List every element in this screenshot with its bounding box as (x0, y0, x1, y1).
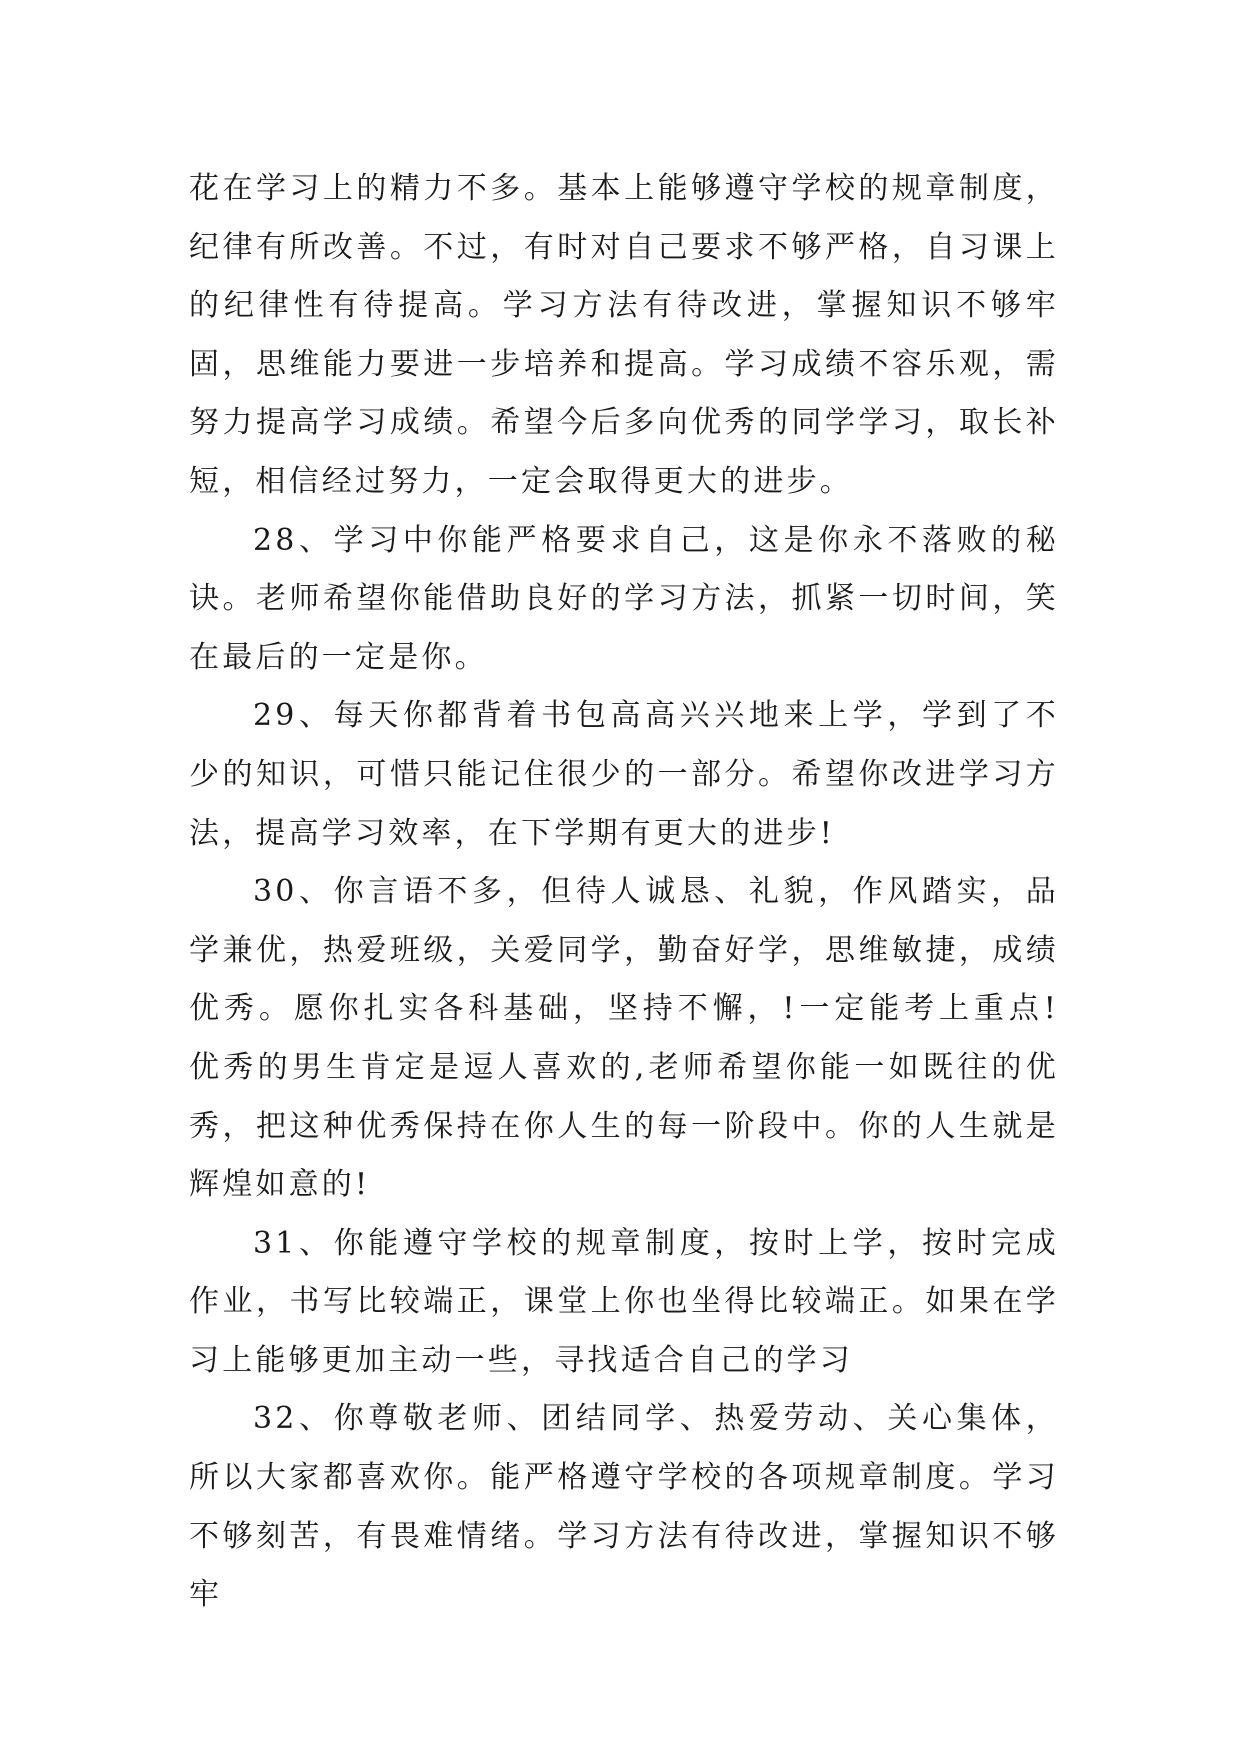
paragraph-30: 30、你言语不多，但待人诚恳、礼貌，作风踏实，品学兼优，热爱班级，关爱同学，勤奋好学，思维敏捷，成绩优秀。愿你扎实各科基础，坚持不懈，!一定能考上重点! 优秀的男生肯定是逗人喜欢的,老师希望你能一如既往的优秀，把这种优秀保持在你人生的每一阶段中。你的人生就是辉煌如意的! (189, 874, 1059, 1203)
paragraph-continued: 花在学习上的精力不多。基本上能够遵守学校的规章制度，纪律有所改善。不过，有时对自己要求不够严格，自习课上的纪律性有待提高。学习方法有待改进，掌握知识不够牢固，思维能力要进一步培养和提高。学习成绩不容乐观，需努力提高学习成绩。希望今后多向优秀的同学学习，取长补短，相信经过努力，一定会取得更大的进步。 (189, 171, 1059, 499)
paragraph-31: 31、你能遵守学校的规章制度，按时上学，按时完成作业，书写比较端正，课堂上你也坐得比较端正。如果在学习上能够更加主动一些，寻找适合自己的学习 (189, 1225, 1059, 1378)
paragraph-32: 32、你尊敬老师、团结同学、热爱劳动、关心集体，所以大家都喜欢你。能严格遵守学校的各项规章制度。学习不够刻苦，有畏难情绪。学习方法有待改进，掌握知识不够牢 (189, 1401, 1059, 1613)
paragraph-29: 29、每天你都背着书包高高兴兴地来上学，学到了不少的知识，可惜只能记住很少的一部分。希望你改进学习方法，提高学习效率，在下学期有更大的进步! (189, 698, 1059, 851)
paragraph-28: 28、学习中你能严格要求自己，这是你永不落败的秘诀。老师希望你能借助良好的学习方法，抓紧一切时间，笑在最后的一定是你。 (189, 522, 1059, 675)
document-body (189, 160, 1059, 1625)
